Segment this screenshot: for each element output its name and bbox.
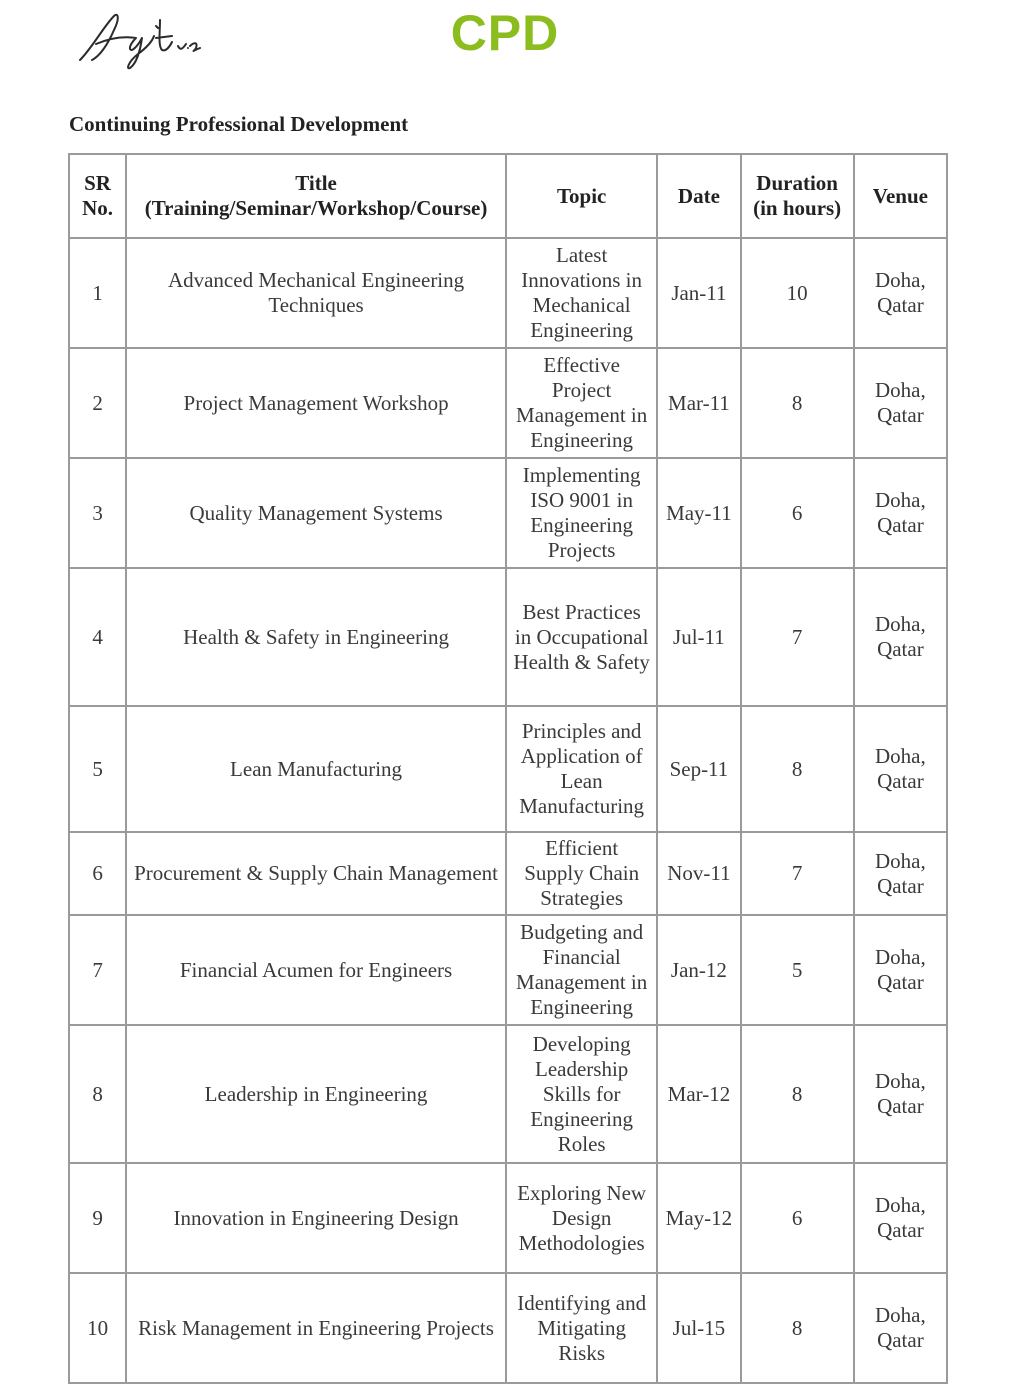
cell-date: Sep-11 [657,706,740,832]
cell-date: Nov-11 [657,832,740,915]
cell-duration: 8 [741,1273,854,1383]
header-topic: Topic [506,154,657,238]
cell-sr: 8 [69,1025,126,1163]
cell-venue: Doha, Qatar [854,706,947,832]
cell-topic: Implementing ISO 9001 in Engineering Projects [506,458,657,568]
table-row [69,706,947,832]
cell-topic: Budgeting and Financial Management in Engineering [506,915,657,1025]
cell-topic: Identifying and Mitigating Risks [506,1273,657,1383]
header-date: Date [657,154,740,238]
cpd-table [68,153,948,1384]
table-row [69,348,947,458]
cell-title: Leadership in Engineering [126,1025,506,1163]
cell-duration: 8 [741,706,854,832]
cell-duration: 8 [741,348,854,458]
table-row [69,238,947,348]
cell-duration: 7 [741,832,854,915]
cell-date: Mar-12 [657,1025,740,1163]
table-row [69,915,947,1025]
cell-sr: 1 [69,238,126,348]
header-venue: Venue [854,154,947,238]
section-title: Continuing Professional Development [69,112,409,136]
table-header-row [69,154,947,238]
cell-sr: 6 [69,832,126,915]
cell-title: Lean Manufacturing [126,706,506,832]
cell-topic: Latest Innovations in Mechanical Engineering [506,238,657,348]
cell-title: Advanced Mechanical Engineering Techniques [126,238,506,348]
cell-title: Procurement & Supply Chain Management [126,832,506,915]
cell-duration: 6 [741,1163,854,1273]
table-row [69,1273,947,1383]
table-row [69,1025,947,1163]
cell-duration: 5 [741,915,854,1025]
cell-sr: 3 [69,458,126,568]
brand-title: CPD [450,5,560,61]
cell-venue: Doha, Qatar [854,832,947,915]
cell-date: Jan-11 [657,238,740,348]
header-sr: SR No. [69,154,126,238]
cell-venue: Doha, Qatar [854,348,947,458]
cell-title: Health & Safety in Engineering [126,568,506,706]
cell-sr: 9 [69,1163,126,1273]
table-row [69,1163,947,1273]
cell-duration: 7 [741,568,854,706]
cell-title: Project Management Workshop [126,348,506,458]
cell-title: Innovation in Engineering Design [126,1163,506,1273]
cell-topic: Best Practices in Occupational Health & Safety [506,568,657,706]
cell-date: Jan-12 [657,915,740,1025]
cell-sr: 2 [69,348,126,458]
table-row [69,568,947,706]
cell-venue: Doha, Qatar [854,238,947,348]
cell-title: Risk Management in Engineering Projects [126,1273,506,1383]
cell-date: May-12 [657,1163,740,1273]
cell-sr: 7 [69,915,126,1025]
cell-date: Jul-11 [657,568,740,706]
cell-topic: Principles and Application of Lean Manufacturing [506,706,657,832]
header-duration: Duration (in hours) [741,154,854,238]
cell-title: Quality Management Systems [126,458,506,568]
cell-venue: Doha, Qatar [854,1163,947,1273]
cell-duration: 8 [741,1025,854,1163]
cell-duration: 6 [741,458,854,568]
cell-date: Jul-15 [657,1273,740,1383]
cell-venue: Doha, Qatar [854,915,947,1025]
cell-duration: 10 [741,238,854,348]
cell-venue: Doha, Qatar [854,1273,947,1383]
cell-sr: 10 [69,1273,126,1383]
header-title: Title (Training/Seminar/Workshop/Course) [126,154,506,238]
table-row [69,832,947,915]
cell-date: May-11 [657,458,740,568]
cell-topic: Exploring New Design Methodologies [506,1163,657,1273]
cell-topic: Effective Project Management in Engineering [506,348,657,458]
cell-topic: Developing Leadership Skills for Engineering Roles [506,1025,657,1163]
table-row [69,458,947,568]
cell-sr: 4 [69,568,126,706]
cell-sr: 5 [69,706,126,832]
cell-venue: Doha, Qatar [854,568,947,706]
cell-venue: Doha, Qatar [854,458,947,568]
cell-topic: Efficient Supply Chain Strategies [506,832,657,915]
cell-venue: Doha, Qatar [854,1025,947,1163]
cell-date: Mar-11 [657,348,740,458]
cell-title: Financial Acumen for Engineers [126,915,506,1025]
